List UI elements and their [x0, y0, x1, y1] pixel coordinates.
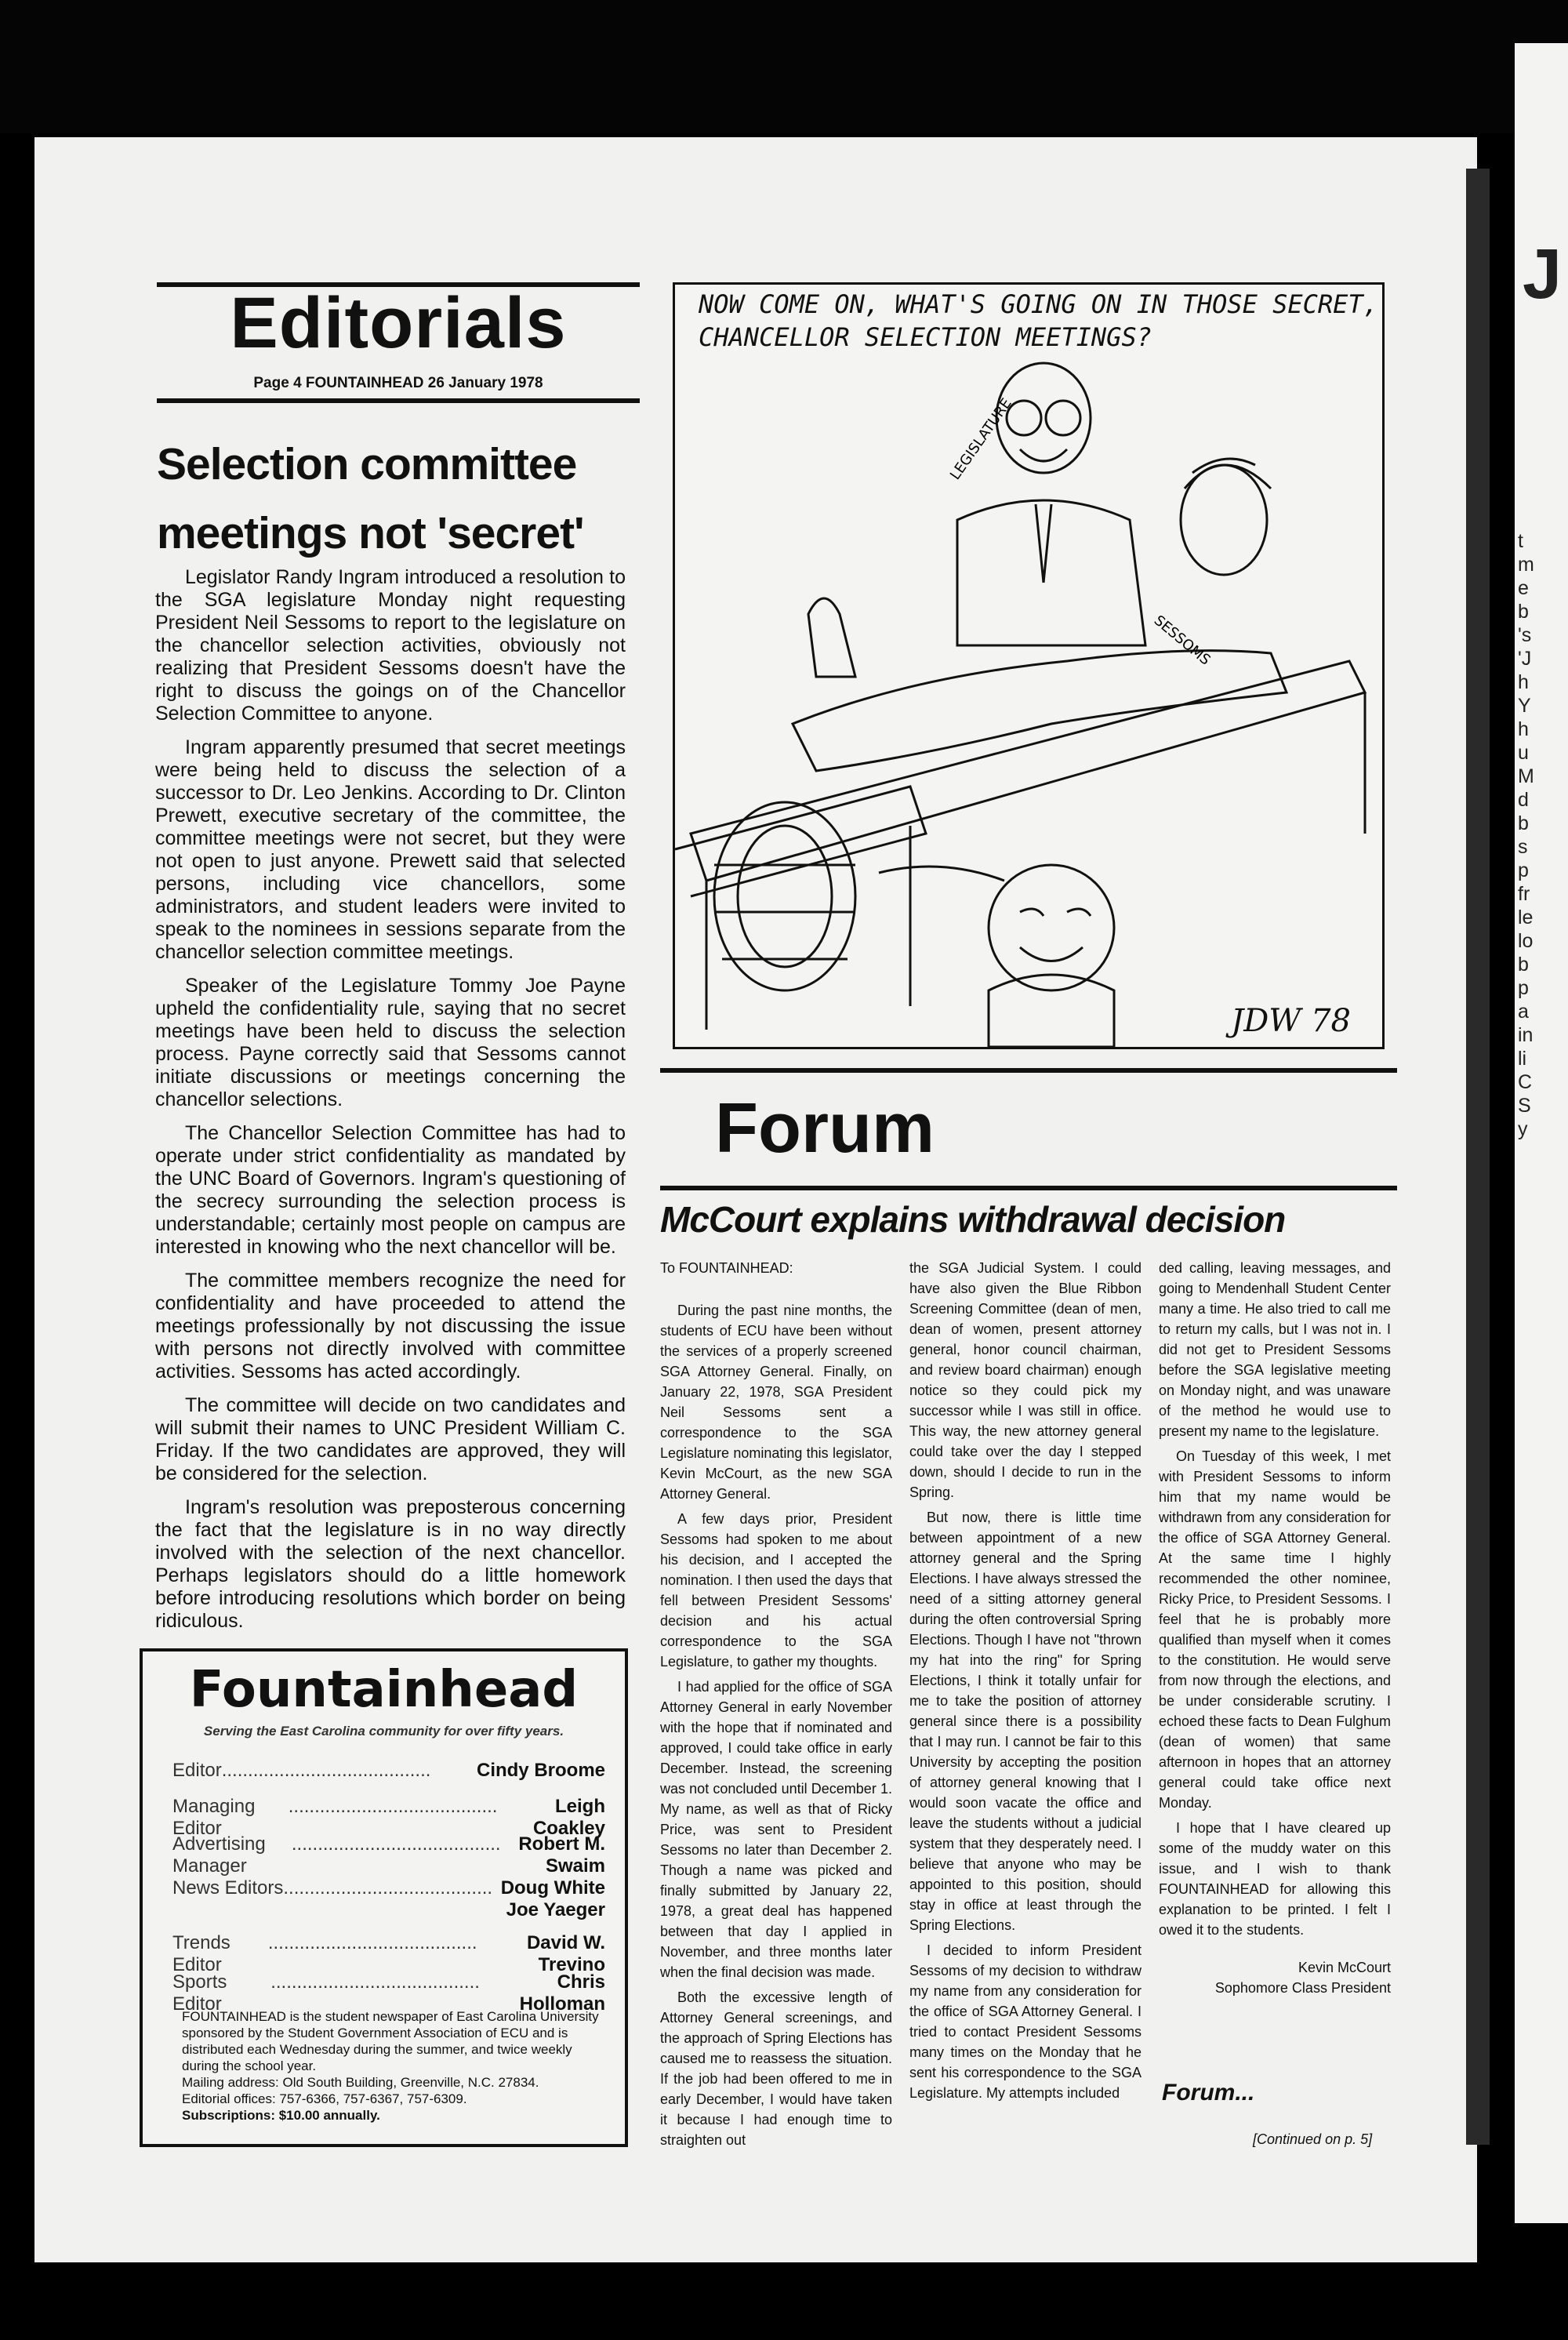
forum-paragraph: During the past nine months, the students of ECU have been without the services of a properly screened SGA Attorney General. Finally, on January 22, 1978, SGA President Neil Sessoms sent a correspondence to the SGA Legislature nominating this legislator, Kevin McCourt, as the new SGA Attorney General. [660, 1303, 892, 1502]
staff-name: Cindy Broome [476, 1760, 605, 1781]
adjacent-page-fragment: Y [1518, 695, 1531, 717]
forum-top-rule [660, 1068, 1397, 1073]
editorial-paragraph: Speaker of the Legislature Tommy Joe Payne upheld the confidentiality rule, saying that no secret meetings have been held to discuss the selection process. Payne correctly said that Sessoms cannot initiate discussions or meetings concerning the chancellor selections. [155, 975, 626, 1110]
adjacent-page-fragment: C [1518, 1071, 1533, 1093]
issue-line: Page 4 FOUNTAINHEAD 26 January 1978 [253, 375, 543, 391]
masthead-title: Fountainhead [189, 1661, 579, 1719]
adjacent-page-fragment: S [1518, 1095, 1531, 1117]
leader-dots: ........................................ [221, 1760, 431, 1781]
staff-name: Robert M. Swaim [518, 1833, 605, 1877]
forum-paragraph: I had applied for the office of SGA Attorney General in early November with the hope that if nominated and approved, I could take office in early December. Instead, the screening was not concluded until December 1. My name, as well as that of Ricky Price, was sent to President Sessoms no later than December 2. Though a name was picked and finally submitted by January 22, 1978, a great deal has happened between that day I applied in November, and three months later when the final decision was made. [660, 1679, 892, 1980]
staff-role: News Editors [172, 1877, 284, 1899]
sessoms-label: SESSOMS [1150, 612, 1214, 669]
letter-author-title: Sophomore Class President [1214, 1980, 1391, 1996]
adjacent-page-fragment: u [1518, 742, 1529, 764]
masthead-address: Mailing address: Old South Building, Greenville, N.C. 27834. [182, 2075, 539, 2090]
cartoon-drawing [675, 285, 1382, 1047]
forum-bottom-rule [660, 1186, 1397, 1190]
adjacent-page-fragment: s [1518, 836, 1528, 858]
adjacent-page-fragment: h [1518, 718, 1529, 740]
adjacent-page-fragment: 'J [1518, 648, 1532, 670]
staff-row [172, 1833, 605, 1877]
masthead-notice [182, 2008, 605, 2124]
headline-line-1: Selection committee [157, 439, 577, 489]
adjacent-page-fragment: d [1518, 789, 1529, 811]
adjacent-page-fragment: t [1518, 530, 1523, 552]
forum-paragraph: ded calling, leaving messages, and going to Mendenhall Student Center many a time. He also tried to call me to return my calls, but I was not in. I did not get to President Sessoms before the SGA legislative meeting on Monday night, and was unaware of the method he would use to present my name to the legislature. [1159, 1260, 1391, 1439]
editorial-cartoon [673, 282, 1385, 1049]
headline-line-2: meetings not 'secret' [157, 508, 584, 558]
adjacent-page-fragment: lo [1518, 930, 1534, 952]
adjacent-page-fragment: p [1518, 859, 1529, 881]
adjacent-page-fragment: M [1518, 765, 1534, 787]
adjacent-page-fragment: b [1518, 954, 1529, 976]
staff-name: David W. Trevino [526, 1932, 605, 1975]
forum-headline: McCourt explains withdrawal decision [660, 1199, 1286, 1240]
adjacent-page-fragment: 's [1518, 624, 1532, 646]
editorial-paragraph: The committee will decide on two candidates and will submit their names to UNC President William C. Friday. If the two candidates are approved, they will be considered for the selection. [155, 1394, 626, 1484]
letter-author: Kevin McCourt [1298, 1960, 1391, 1975]
editorial-paragraph: The committee members recognize the need for confidentiality and have proceeded to attend the meetings professionally by not discussing the issue with persons not directly involved with committee activities. Sessoms has acted accordingly. [155, 1270, 626, 1383]
masthead-subscriptions: Subscriptions: $10.00 annually. [182, 2108, 380, 2123]
leader-dots: ........................................ [267, 1932, 477, 1953]
forum-paragraph: the SGA Judicial System. I could have also given the Blue Ribbon Screening Committee (dean of men, dean of women, present attorney general, honor council chairman, and review board chairman) enough notice so they could pick my successor while I was still in office. This way, the new attorney general could take over the day I stepped down, should I decide to run in the Spring. [909, 1260, 1142, 1500]
staff-row [172, 1760, 605, 1782]
adjacent-page-fragment: fr [1518, 883, 1530, 905]
scanner-background [0, 0, 1568, 133]
forum-column-2 [909, 1258, 1142, 2108]
editorials-bottom-rule [157, 398, 640, 403]
staff-name: Chris Holloman [519, 1971, 605, 2015]
adjacent-page-fragment: le [1518, 907, 1534, 928]
adjacent-page-fragment: m [1518, 554, 1534, 576]
forum-column-1 [660, 1258, 892, 2155]
editorial-paragraph: Legislator Randy Ingram introduced a resolution to the SGA legislature Monday night requesting President Neil Sessoms to report to the legislature on the chancellor selection activities, obviously not realizing that President Sessoms doesn't have the right to discuss the goings on of the Chancellor Selection Committee to anyone. [155, 566, 626, 725]
forum-paragraph: A few days prior, President Sessoms had spoken to me about his decision, and I accepted the nomination. I then used the days that fell between President Sessoms' decision and his actual correspondence to the SGA Legislature, to gather my thoughts. [660, 1511, 892, 1670]
editorial-paragraph: The Chancellor Selection Committee has had to operate under strict confidentiality as mandated by the UNC Board of Governors. Ingram's questioning of the secrecy surrounding the selection process is understandable; certainly most people on campus are interested in knowing who the next chancellor will be. [155, 1122, 626, 1258]
forum-paragraph: But now, there is little time between appointment of a new attorney general and the Spring Elections. I have always stressed the need of a sitting attorney general during the often controversial Spring Elections. Though I have not "thrown my hat into the ring" for Spring Elections, I think it totally unfair for me to take the position of attorney general since there is a possibility that I may run. I cannot be fair to this University by accepting the position of attorney general knowing that I would soon vacate the office and leave the students without a judicial system that they desperately need. I believe that anyone who may be appointed to this position, should stay in office at least through the Spring Elections. [909, 1510, 1142, 1933]
staff-role: Trends Editor [172, 1932, 230, 1975]
adjacent-page-edge [1515, 43, 1568, 2223]
adjacent-page-letter: J [1523, 235, 1563, 314]
editorial-paragraph: Ingram apparently presumed that secret meetings were being held to discuss the selection of a successor to Dr. Leo Jenkins. According to Dr. Clinton Prewett, executive secretary of the committee, the committee meetings were not secret, but they were not open to just anyone. Prewett said that selected persons, including vice chancellors, some administrators, and student leaders were invited to speak to the nominees in sessions separate from the chancellor selection committee meetings. [155, 736, 626, 963]
continued-note: [Continued on p. 5] [1253, 2131, 1373, 2147]
forum-paragraph: I decided to inform President Sessoms of my decision to withdraw my name from any consideration for the office of SGA Attorney General. I tried to contact President Sessoms many times on the Monday that he sent his correspondence to the SGA Legislature. My attempts included [909, 1942, 1142, 2101]
adjacent-page-fragment: h [1518, 671, 1529, 693]
page-fold-shadow [1466, 169, 1490, 2145]
adjacent-page-fragment: a [1518, 1001, 1529, 1023]
staff-row [172, 1877, 605, 1921]
adjacent-page-fragment: y [1518, 1118, 1528, 1140]
adjacent-page-fragment: li [1518, 1048, 1527, 1070]
masthead-box [140, 1648, 628, 2147]
section-title-editorials: Editorials [230, 283, 567, 363]
editorial-body [155, 566, 626, 1644]
editorial-paragraph: Ingram's resolution was preposterous concerning the fact that the legislature is in no way directly involved with the selection of the next chancellor. Perhaps legislators should do a little homework before introducing resolutions which border on being ridiculous. [155, 1496, 626, 1632]
masthead-phone: Editorial offices: 757-6366, 757-6367, 757-6309. [182, 2091, 467, 2106]
staff-role: Advertising Manager [172, 1833, 266, 1877]
leader-dots: ........................................ [270, 1971, 480, 1993]
cartoonist-signature: JDW 78 [1231, 1003, 1351, 1039]
staff-role: Editor [172, 1760, 222, 1781]
adjacent-page-fragment: b [1518, 812, 1529, 834]
section-title-forum: Forum [715, 1089, 935, 1168]
adjacent-page-fragment: p [1518, 977, 1529, 999]
masthead-tagline: Serving the East Carolina community for over fifty years. [203, 1724, 564, 1739]
cartoon-caption-line-2: CHANCELLOR SELECTION MEETINGS? [699, 322, 1152, 352]
editorial-headline [157, 430, 674, 568]
adjacent-page-fragment: e [1518, 577, 1529, 599]
leader-dots: ........................................ [291, 1833, 501, 1855]
staff-role: Managing Editor [172, 1796, 256, 1839]
cartoon-caption-line-1: NOW COME ON, WHAT'S GOING ON IN THOSE SECRET, [699, 289, 1378, 319]
adjacent-page-fragment: in [1518, 1024, 1534, 1046]
staff-row [172, 1932, 605, 1976]
forum-paragraph: On Tuesday of this week, I met with President Sessoms to inform him that my name would be withdrawn from any consideration for the office of SGA Attorney General. At the same time I highly recommended the other nominee, Ricky Price, to President Sessoms. I feel that he is probably more qualified than myself when it comes to the constitution. He would serve from now through the elections, and be under considerable scrutiny. I echoed these facts to Dean Fulghum (dean of women) that same afternoon in hopes that an attorney general could take office next Monday. [1159, 1448, 1391, 1811]
salutation: To FOUNTAINHEAD: [660, 1260, 793, 1276]
staff-role: Sports Editor [172, 1971, 227, 2015]
forum-column-3 [1159, 1258, 1391, 2003]
masthead-note: FOUNTAINHEAD is the student newspaper of East Carolina University sponsored by the Student Government Association of ECU and is distributed each Wednesday during the summer, and twice weekly during the school year. [182, 2009, 599, 2073]
staff-name: Doug White Joe Yaeger [500, 1877, 605, 1920]
adjacent-page-fragment: b [1518, 601, 1529, 623]
forum-paragraph: Both the excessive length of Attorney General screenings, and the approach of Spring Elections has caused me to reassess the situation. If the job had been offered to me in early December, I would have taken it because I had enough time to straighten out [660, 1989, 892, 2148]
legislature-label: LEGISLATURE [946, 395, 1015, 483]
forum-more-label: Forum... [1162, 2080, 1255, 2106]
staff-name: Leigh Coakley [532, 1796, 605, 1839]
forum-paragraph: I hope that I have cleared up some of the muddy water on this issue, and I wish to thank FOUNTAINHEAD for allowing this explanation to be printed. I felt I owed it to the students. [1159, 1820, 1391, 1938]
leader-dots: ........................................ [283, 1877, 493, 1899]
leader-dots: ........................................ [288, 1796, 498, 1817]
